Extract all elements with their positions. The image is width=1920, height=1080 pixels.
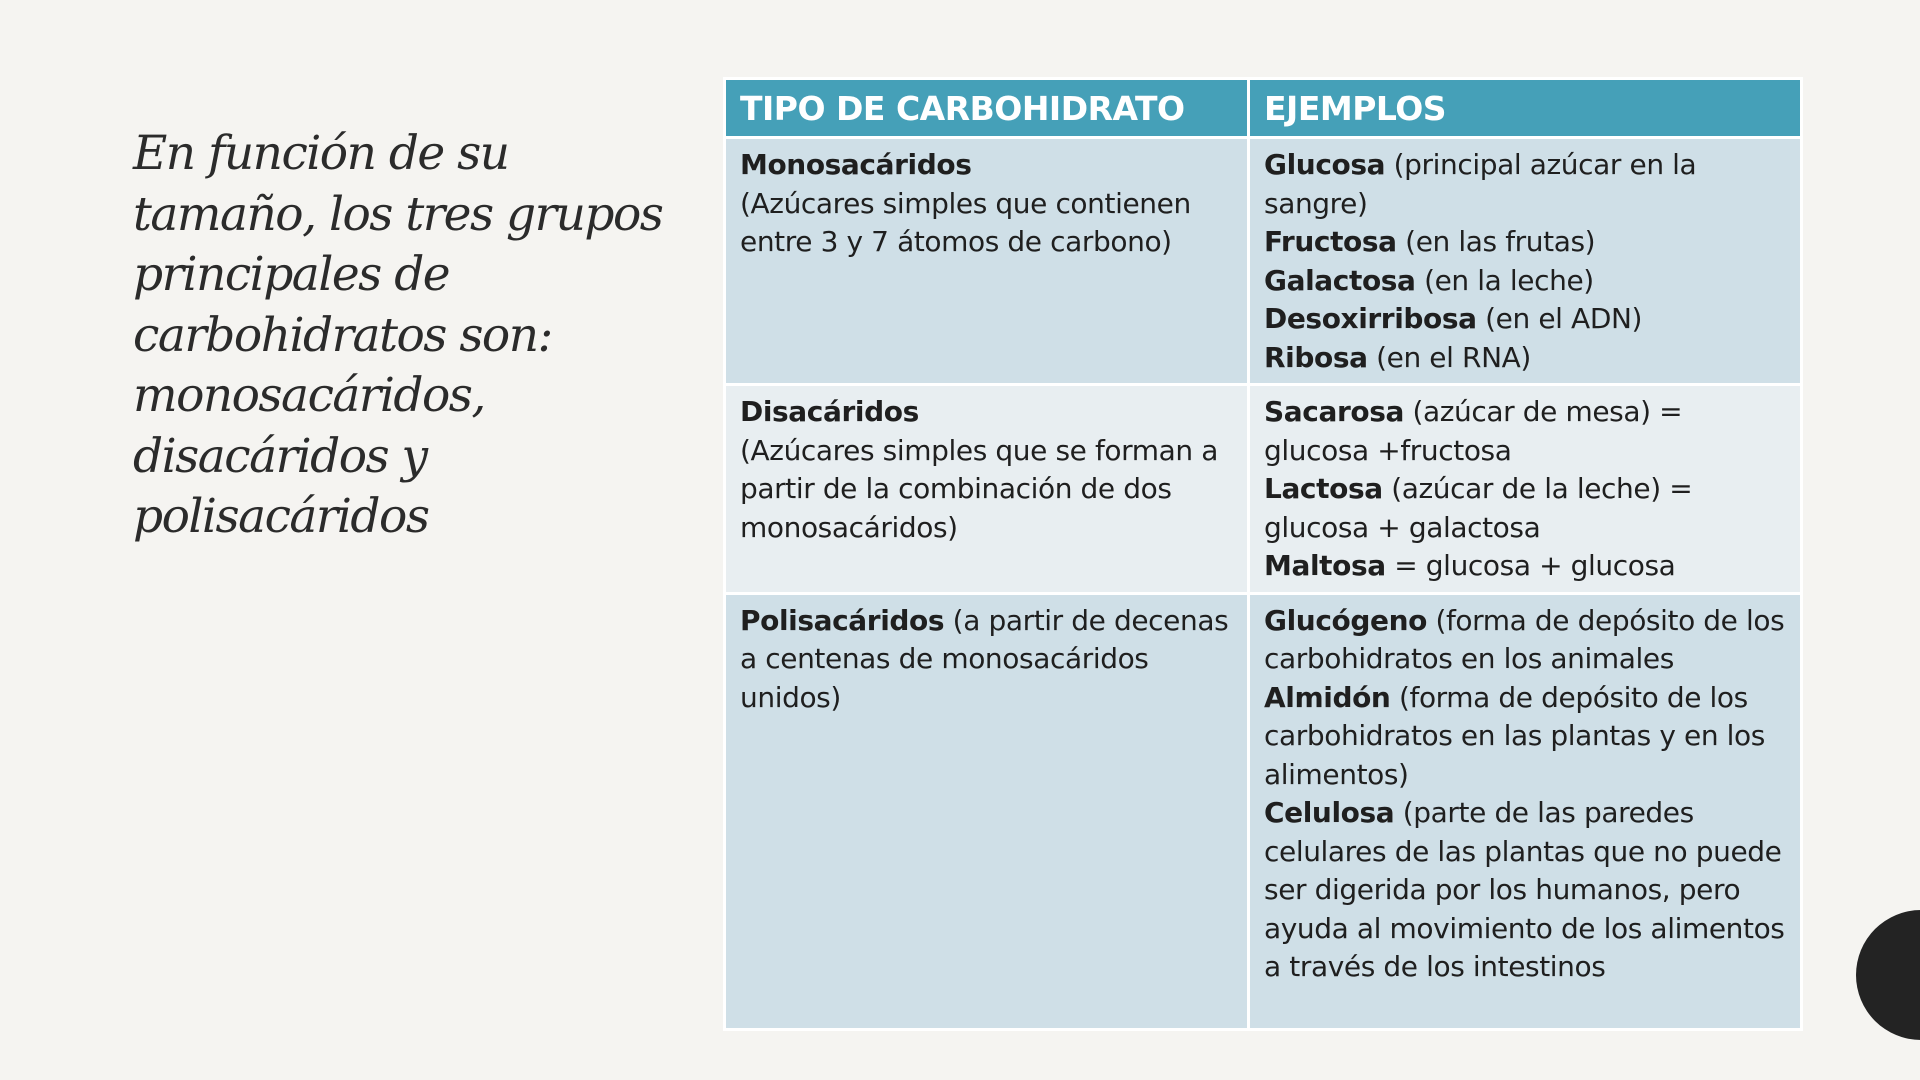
example-term: Celulosa (1264, 796, 1395, 829)
example-item (1264, 339, 1786, 378)
corner-circle-decoration (1856, 910, 1920, 1040)
slide-title: En función de su tamaño, los tres grupos principales de carbohidratos son: monosacáridos, disacáridos y polisacáridos (133, 126, 663, 544)
example-term: Galactosa (1264, 263, 1416, 297)
example-item (1264, 262, 1786, 301)
type-name: Disacáridos (740, 395, 919, 428)
examples-cell (1249, 385, 1802, 594)
example-text: (en el ADN) (1476, 302, 1643, 335)
type-cell (725, 385, 1249, 594)
example-term: Glucosa (1264, 148, 1386, 181)
example-text: (principal azúcar en la sangre) (1264, 148, 1697, 220)
example-text: = glucosa + glucosa (1385, 549, 1676, 582)
carbohydrate-table (723, 77, 1803, 1031)
type-name: Polisacáridos (740, 603, 945, 637)
example-term: Fructosa (1264, 225, 1397, 258)
example-term: Almidón (1264, 680, 1391, 714)
example-text: (azúcar de mesa) = glucosa +fructosa (1264, 395, 1683, 467)
header-ejemplos: EJEMPLOS (1249, 79, 1802, 138)
header-tipo: TIPO DE CARBOHIDRATO (725, 79, 1249, 138)
example-item (1264, 223, 1786, 262)
table-row-monosacaridos (725, 138, 1802, 385)
example-item (1264, 146, 1786, 223)
example-text: (forma de depósito de los carbohidratos en los animales (1264, 603, 1785, 675)
type-description: (Azúcares simples que contienen entre 3 y 7 átomos de carbono) (740, 186, 1191, 258)
example-item (1264, 300, 1786, 339)
example-term: Ribosa (1264, 340, 1368, 374)
example-item (1264, 547, 1786, 586)
example-text: (forma de depósito de los carbohidratos en las plantas y en los alimentos) (1264, 680, 1765, 791)
example-item (1264, 679, 1786, 795)
table-row-polisacaridos (725, 593, 1802, 1029)
example-item (1264, 470, 1786, 547)
example-term: Sacarosa (1264, 395, 1404, 428)
example-text: (azúcar de la leche) = glucosa + galactosa (1264, 472, 1693, 544)
type-cell (725, 138, 1249, 385)
table-row-disacaridos (725, 385, 1802, 594)
type-description: (a partir de decenas a centenas de monosacáridos unidos) (740, 603, 1229, 714)
example-text: (en la leche) (1415, 263, 1594, 297)
type-name: Monosacáridos (740, 148, 972, 181)
type-description: (Azúcares simples que se forman a partir de la combinación de dos monosacáridos) (740, 433, 1219, 544)
example-term: Lactosa (1264, 472, 1383, 505)
example-item (1264, 794, 1786, 987)
examples-cell (1249, 593, 1802, 1029)
examples-cell (1249, 138, 1802, 385)
example-term: Maltosa (1264, 549, 1386, 582)
example-term: Desoxirribosa (1264, 302, 1477, 335)
example-term: Glucógeno (1264, 603, 1427, 637)
table-header-row (725, 79, 1802, 138)
example-text: (en el RNA) (1367, 340, 1531, 374)
example-item (1264, 393, 1786, 470)
example-text: (parte de las paredes celulares de las plantas que no puede ser digerida por los humanos, pero ayuda al movimiento de los alimentos a través de los intestinos (1264, 796, 1785, 983)
example-item (1264, 602, 1786, 679)
example-text: (en las frutas) (1396, 225, 1596, 258)
type-cell (725, 593, 1249, 1029)
